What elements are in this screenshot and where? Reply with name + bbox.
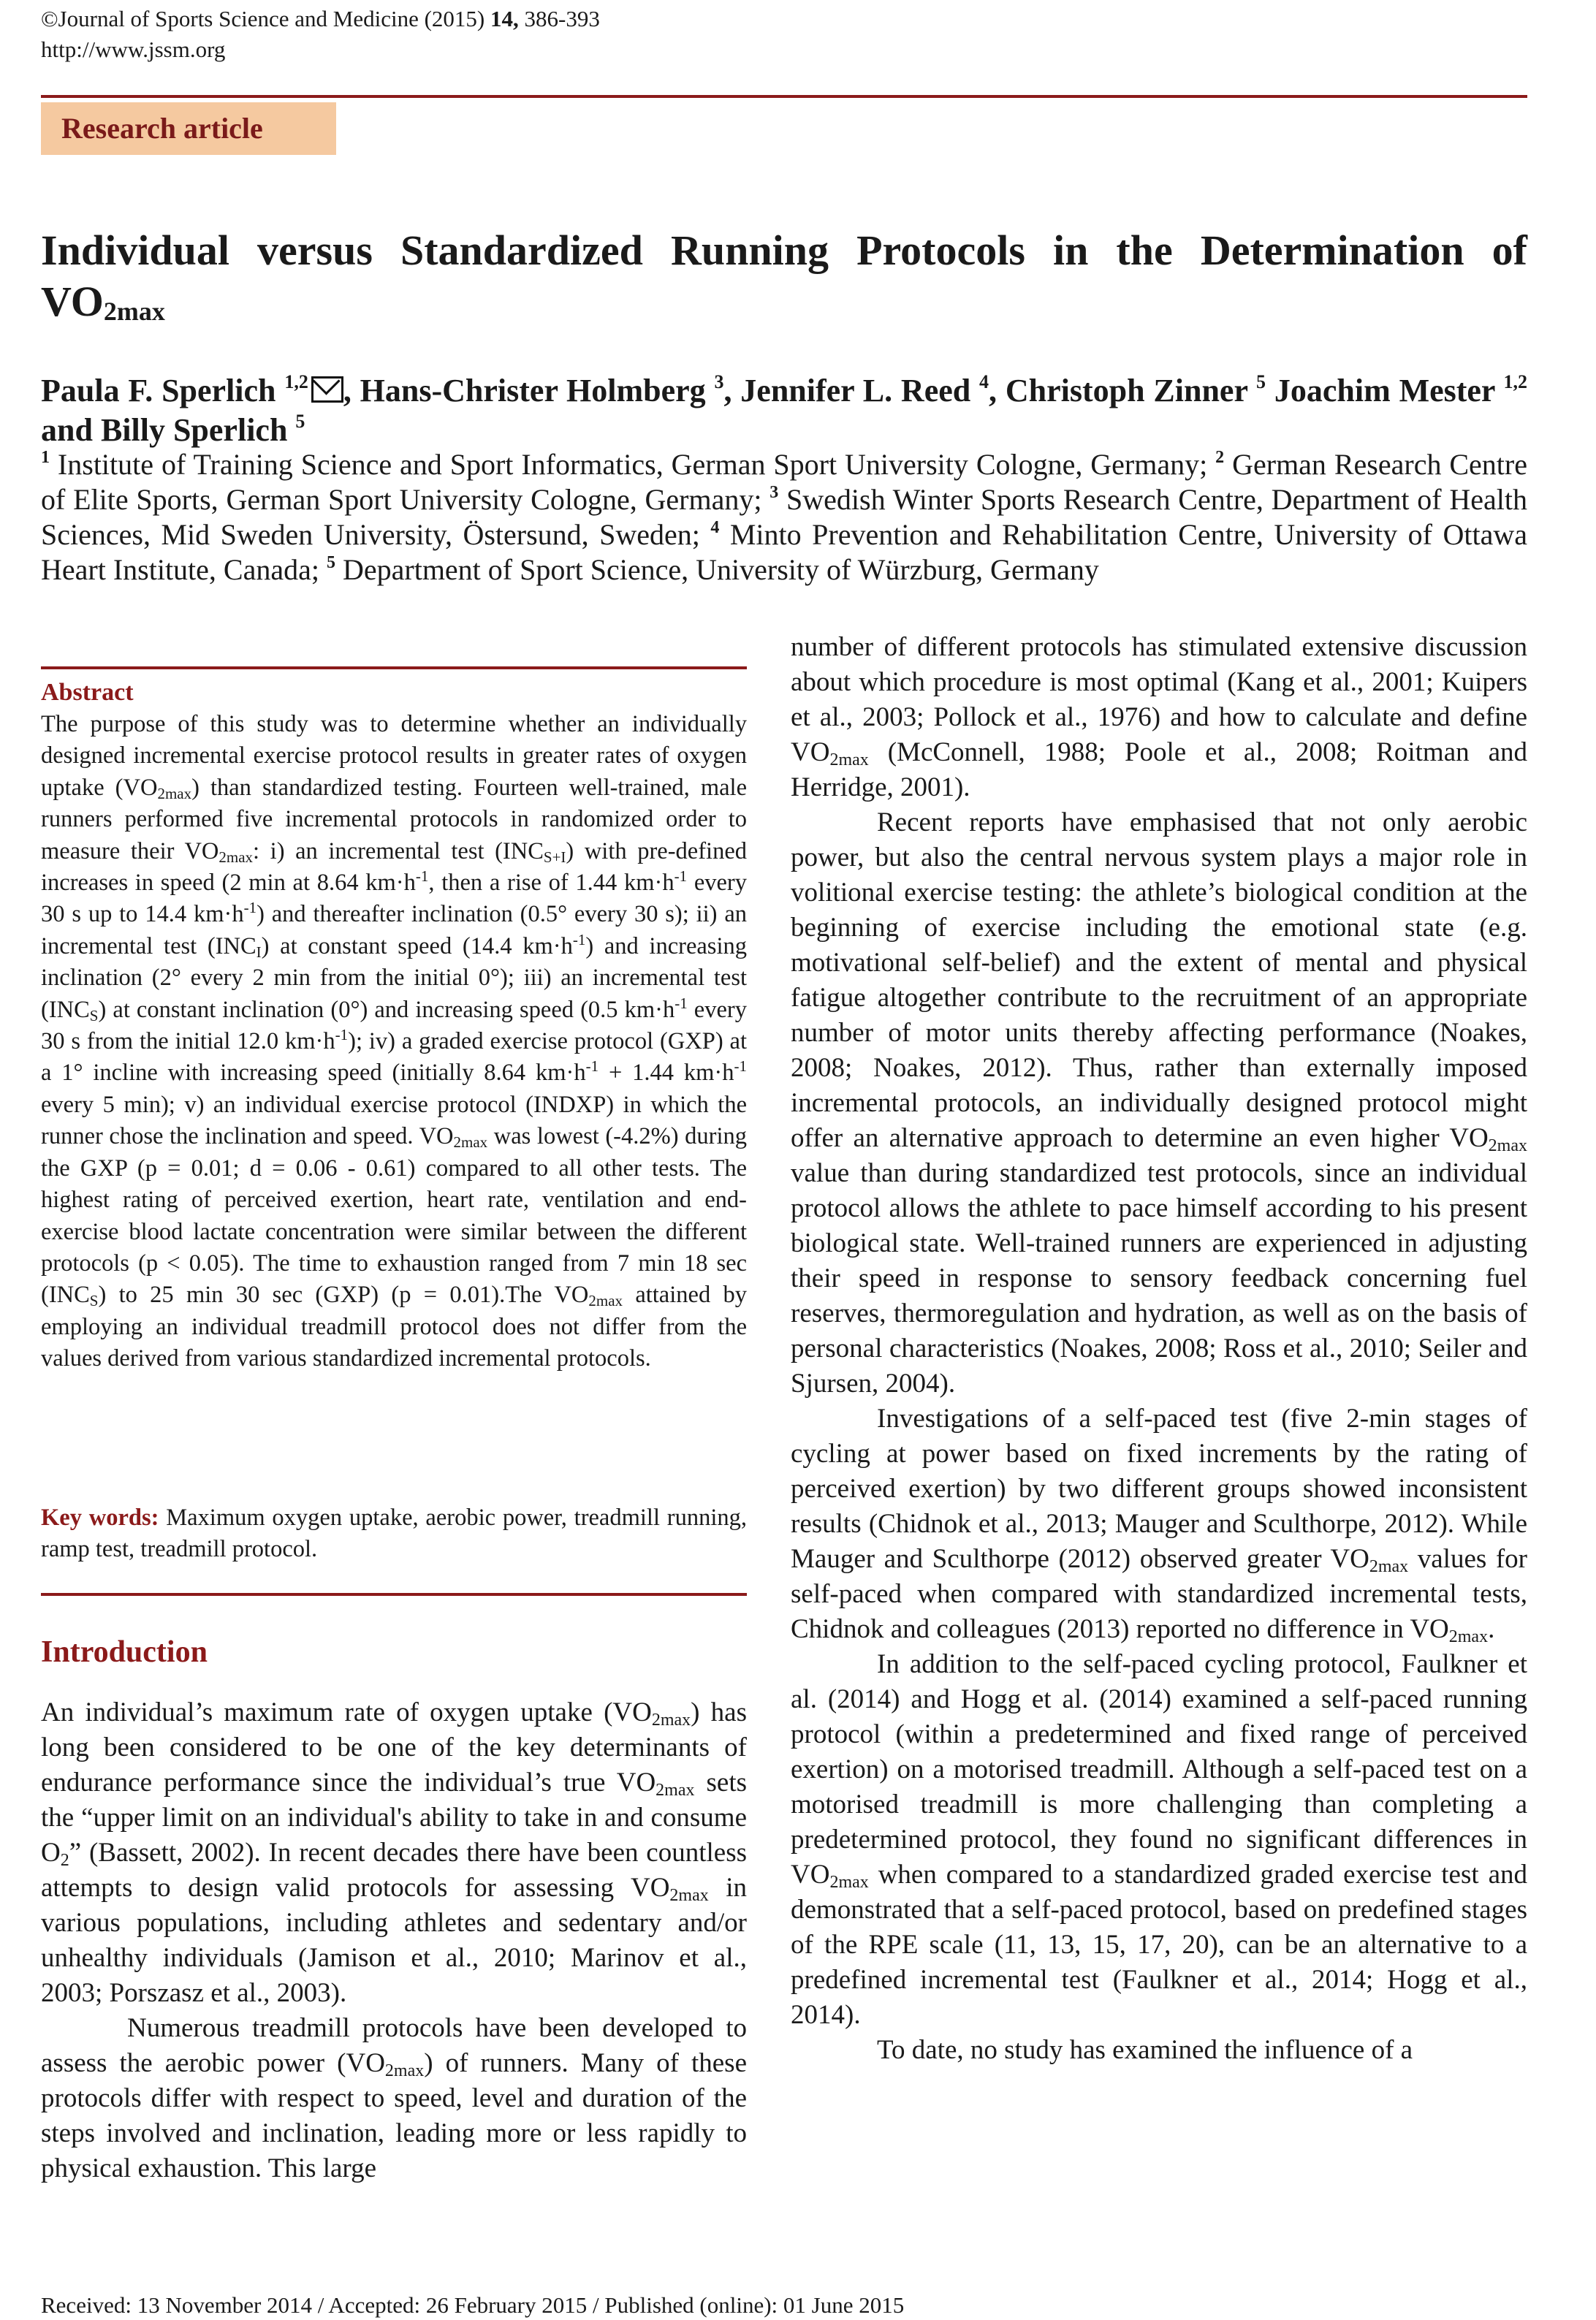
abstract-heading: Abstract <box>41 679 134 706</box>
article-type-label: Research article <box>61 112 263 145</box>
abstract-top-rule <box>41 666 747 669</box>
publication-dates: Received: 13 November 2014 / Accepted: 26 February 2015 / Published (online): 01 June 2015 <box>41 2292 905 2318</box>
journal-url[interactable]: http://www.jssm.org <box>41 37 226 62</box>
abstract-text: The purpose of this study was to determine whether an individually designed incremental exercise protocol results in greater rates of oxygen uptake $(VO_{2max})$ than standardized testing. Fourteen well-trained, male runners performed five incremental protocols in randomized order to measure their $VO_{2max}$: i) an incremental test $(INC_{S+I})$ with pre-defined increases in speed (2 min at 8.64 $km\cdot h^{-1}$, then a rise of 1.44 $km\cdot h^{-1}$ every 30 s up to 14.4 $km\cdot h^{-1}$) and thereafter inclination (0.5° every 30 s); ii) an incremental test $(INC_I)$ at constant speed (14.4 $km\cdot h^{-1}$) and increasing inclination (2° every 2 min from the initial 0°); iii) an incremental test $(INC_S)$ at constant inclination (0°) and increasing speed (0.5 $km\cdot h^{-1}$ every 30 s from the initial 12.0 $km\cdot h^{-1}$); iv) a graded exercise protocol (GXP) at a 1° incline with increasing speed (initially 8.64 $km\cdot h^{-1} + 1.44$ $km\cdot h^{-1}$ every 5 min); v) an individual exercise protocol (INDXP) in which the runner chose the inclination and speed. $VO_{2max}$ was lowest (-4.2%) during the GXP (p = 0.01; d = 0.06 - 0.61) compared to all other tests. The highest rating of perceived exertion, heart rate, ventilation and end-exercise blood lactate concentration were similar between the different protocols (p < 0.05). The time to exhaustion ranged from 7 min 18 $\sec (INC_S)$ to 25 min 30 sec (GXP) (p = 0.01).The $VO_{2max}$ attained by employing an individual treadmill protocol does not differ from the values derived from various standardized incremental protocols. <box>41 711 748 1372</box>
article-title: Individual versus Standardized Running Protocols in the Determination of <box>41 227 1527 274</box>
introduction-heading: Introduction <box>41 1635 208 1669</box>
email-icon[interactable] <box>311 376 343 403</box>
header-divider <box>41 95 1527 98</box>
keywords: Key words: Maximum oxygen uptake, aerobic power, treadmill running, ramp test, treadmill protocol. <box>41 1505 747 1562</box>
author-list: Paula F. Sperlich $^{1,2}$ , Hans-Christer Holmberg $^3$, Jennifer L. Reed $^4$, Christoph Zinner $^5$ Joachim Mester $^{1,2}$ and Billy Sperlich $^5$ <box>41 371 1527 448</box>
article-title-line2: $VO_{2max}$ <box>41 278 165 326</box>
affiliations: $^1$ Institute of Training Science and Sport Informatics, German Sport University Cologne, Germany; $^2$ German Research Centre of Elite Sports, German Sport University Cologne, Germany; $^3$ Swedish Winter Sports Research Centre, Department of Health Sciences, Mid Sweden University, Östersund, Sweden; $^4$ Minto Prevention and Rehabilitation Centre, University of Ottawa Heart Institute, Canada; $^5$ Department of Sport Science, University of Würzburg, Germany <box>41 448 1527 586</box>
introduction-text: An individual’s maximum rate of oxygen uptake $(VO_{2max})$ has long been considered to be one of the key determinants of endurance performance since the individual’s true $VO_{2max}$ sets the “upper limit on an individual's ability to take in and consume $O_2$” (Bassett, 2002). In recent decades there have been countless attempts to design valid protocols for assessing $VO_{2max}$ in various populations, including athletes and sedentary and/or unhealthy individuals (Jamison et al., 2010; Marinov et al., 2003; Porszasz et al., 2003). Numerous treadmill protocols have been developed to assess the aerobic power $(VO_{2max})$ of runners. Many of these protocols differ with respect to speed, level and duration of the steps involved and inclination, leading more or less rapidly to physical exhaustion. This large <box>41 1697 748 2183</box>
journal-citation: ©Journal of Sports Science and Medicine (2015) 14, 386-393 <box>41 6 600 31</box>
introduction-continued: number of different protocols has stimulated extensive discussion about which procedure is most optimal (Kang et al., 2001; Kuipers et al., 2003; Pollock et al., 1976) and how to calculate and define $VO_{2max}$ (McConnell, 1988; Poole et al., 2008; Roitman and Herridge, 2001). Recent reports have emphasised that not only aerobic power, but also the central nervous system plays a major role in volitional exercise testing: the athlete’s biological condition at the beginning of exercise including the emotional state (e.g. motivational self-belief) and the extent of mental and physical fatigue altogether contribute to the recruitment of an appropriate number of motor units thereby affecting performance (Noakes, 2008; Noakes, 2012). Thus, rather than externally imposed incremental protocols, an individually designed protocol might offer an alternative approach to determine an even higher $VO_{2max}$ value than during standardized test protocols, since an individual protocol allows the athlete to pace himself according to his present biological state. Well-trained runners are experienced in adjusting their speed in response to sensory feedback concerning fuel reserves, thermoregulation and hydration, as well as on the basis of personal characteristics (Noakes, 2008; Ross et al., 2010; Seiler and Sjursen, 2004). Investigations of a self-paced test (five 2-min stages of cycling at power based on fixed increments by the rating of perceived exertion) by two different groups showed inconsistent results (Chidnok et al., 2013; Mauger and Sculthorpe, 2012). While Mauger and Sculthorpe (2012) observed greater $VO_{2max}$ values for self-paced when compared with standardized incremental tests, Chidnok and colleagues (2013) reported no difference in $VO_{2max}$. In addition to the self-paced cycling protocol, Faulkner et al. (2014) and Hogg et al. (2014) examined a self-paced running protocol (within a predetermined and fixed range of perceived exertion) on a motorised treadmill. Although a self-paced test on a motorised treadmill is more challenging than completing a predetermined protocol, they found no significant differences in $VO_{2max}$ when compared to a standardized graded exercise test and demonstrated that a self-paced protocol, based on predefined stages of the RPE scale (11, 13, 15, 17, 20), can be an alternative to a predefined incremental test (Faulkner et al., 2014; Hogg et al., 2014). To date, no study has examined the influence of a <box>791 632 1527 2065</box>
abstract-bottom-rule <box>41 1593 747 1596</box>
